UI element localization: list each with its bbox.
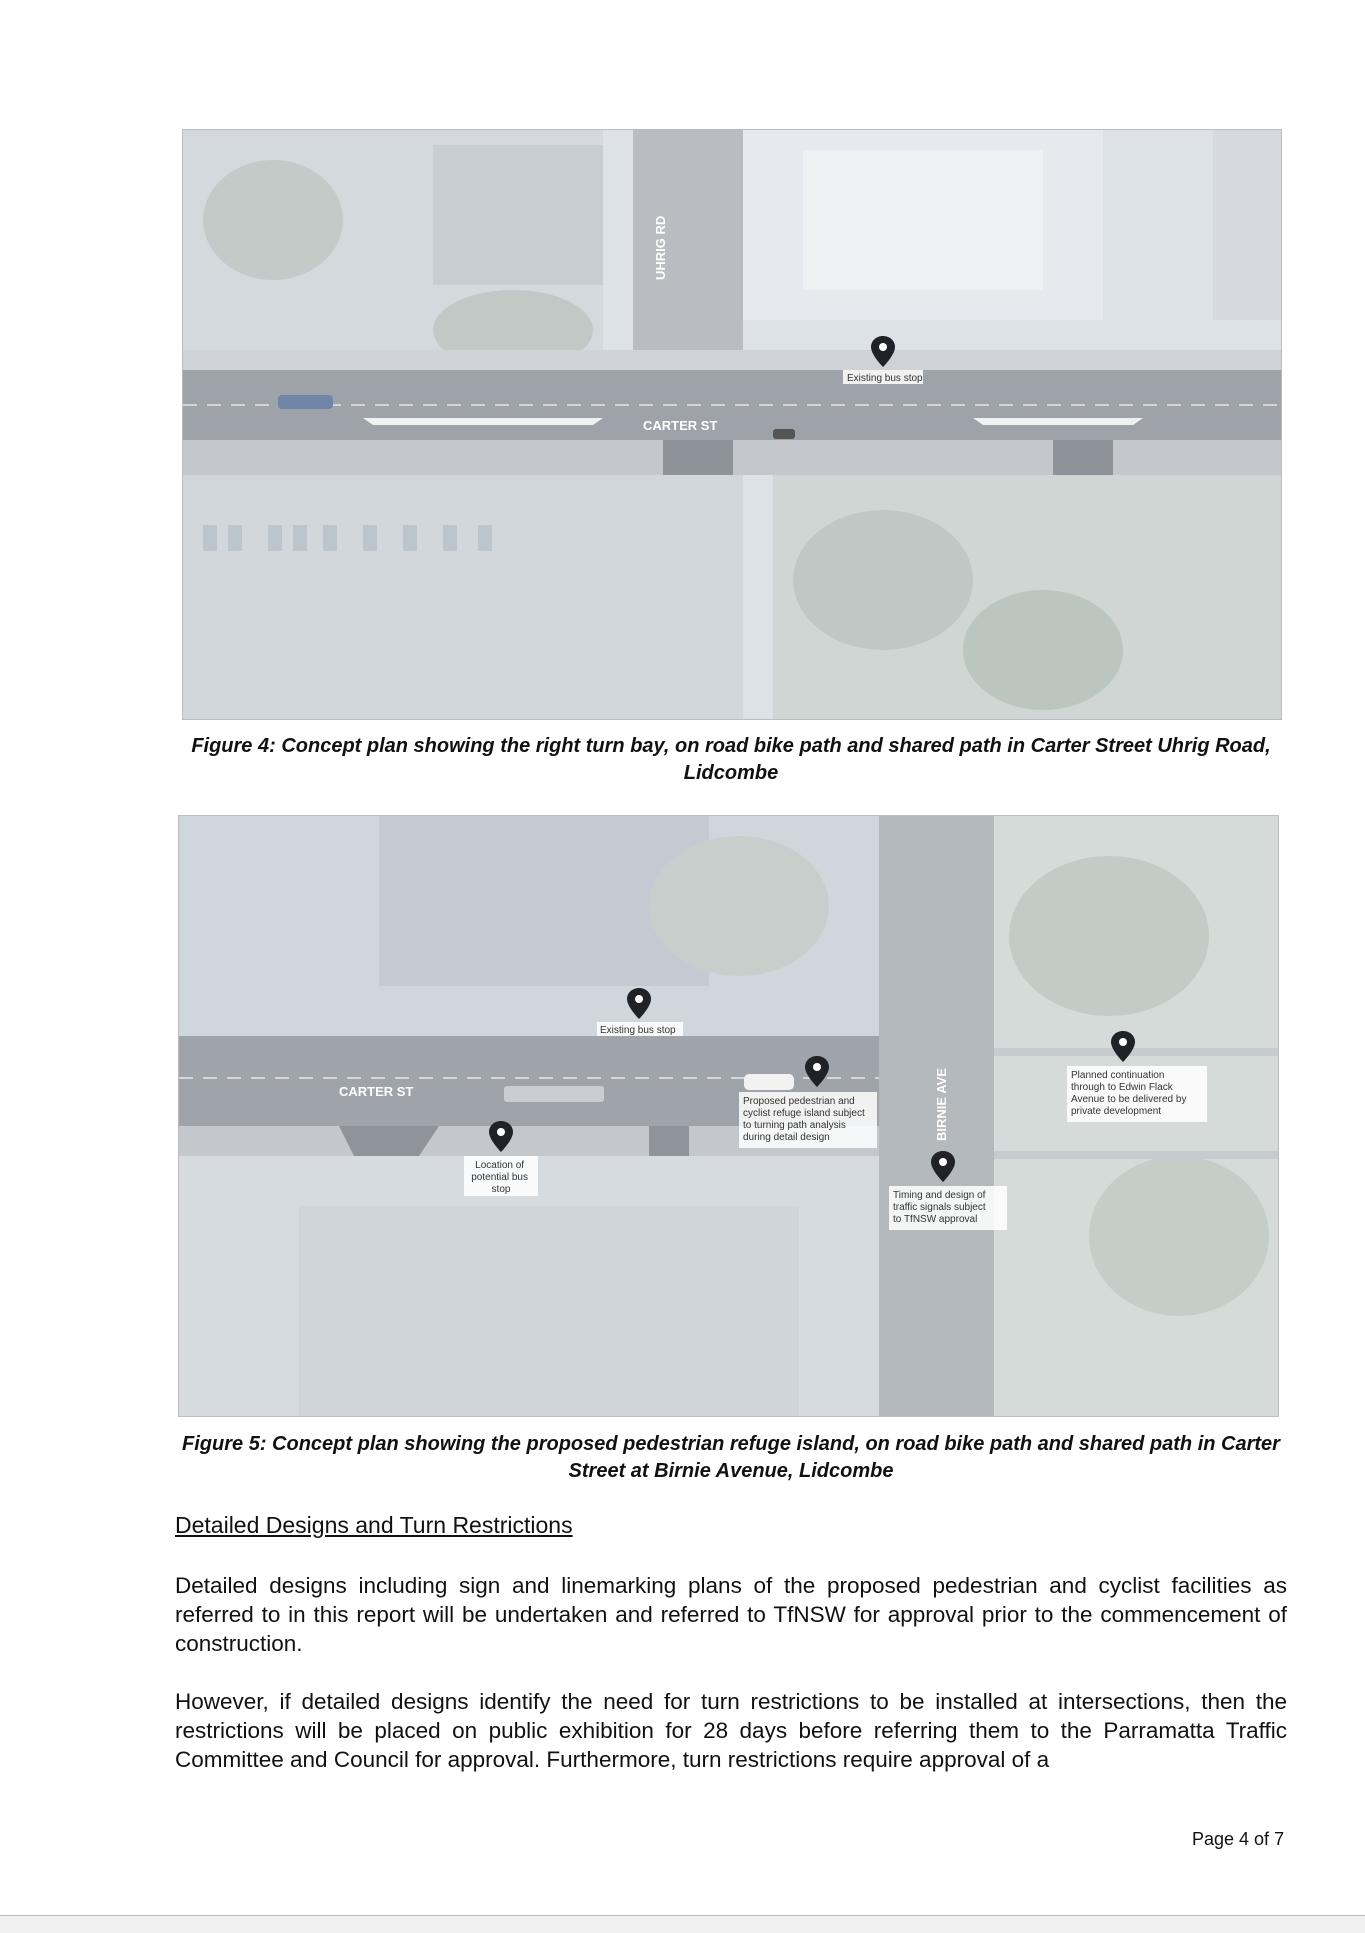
figure-4-aerial-map xyxy=(183,130,1281,719)
viewer-bottom-bar xyxy=(0,1915,1365,1933)
refuge-line: during detail design xyxy=(743,1132,830,1143)
potential-stop-line: Location of xyxy=(475,1160,525,1171)
paragraph-detailed-designs: Detailed designs including sign and linemarking plans of the proposed pedestrian and cyclist facilities as referred to in this report will be undertaken and referred to TfNSW for approval prior to the commencement of construction. xyxy=(175,1573,1287,1656)
continuation-line: private development xyxy=(1071,1106,1162,1117)
carter-st-label: CARTER ST xyxy=(643,418,718,433)
continuation-line: through to Edwin Flack xyxy=(1071,1082,1173,1093)
fig5-bus-stop-label: Existing bus stop xyxy=(600,1025,676,1036)
refuge-line: to turning path analysis xyxy=(743,1120,846,1131)
figure-4-concept-plan xyxy=(182,129,1282,720)
potential-stop-line: potential bus xyxy=(471,1172,528,1183)
figure-5-concept-plan xyxy=(178,815,1279,1417)
uhrig-rd-label: UHRIG RD xyxy=(653,215,668,280)
section-heading: Detailed Designs and Turn Restrictions xyxy=(175,1512,573,1538)
continuation-line: Planned continuation xyxy=(1071,1070,1165,1081)
figure-5-aerial-map xyxy=(179,816,1278,1416)
carter-st-label-fig5: CARTER ST xyxy=(339,1084,414,1099)
page-number: Page 4 of 7 xyxy=(1192,1829,1285,1849)
figure-5-caption: Figure 5: Concept plan showing the proposed pedestrian refuge island, on road bike path and shared path in Carter Street at Birnie Avenue, Lidcombe xyxy=(182,1433,1280,1482)
signals-line: Timing and design of xyxy=(893,1190,986,1201)
figure-4-caption: Figure 4: Concept plan showing the right turn bay, on road bike path and shared path in Carter Street Uhrig Road, Lidcombe xyxy=(191,735,1271,784)
paragraph-turn-restrictions: However, if detailed designs identify the need for turn restrictions to be installed at intersections, then the restrictions will be placed on public exhibition for 28 days before referring them to the Parramatta Traffic Committee and Council for approval. Furthermore, turn restrictions require approval of a xyxy=(175,1689,1287,1772)
signals-line: traffic signals subject xyxy=(893,1202,986,1213)
potential-stop-line: stop xyxy=(491,1184,511,1195)
refuge-line: cyclist refuge island subject xyxy=(743,1108,865,1119)
bus-stop-label: Existing bus stop xyxy=(847,373,923,384)
refuge-line: Proposed pedestrian and xyxy=(743,1096,855,1107)
traffic-signals-label xyxy=(893,1190,988,1225)
signals-line: to TfNSW approval xyxy=(893,1214,978,1225)
continuation-line: Avenue to be delivered by xyxy=(1071,1094,1187,1105)
birnie-ave-label: BIRNIE AVE xyxy=(934,1068,949,1141)
